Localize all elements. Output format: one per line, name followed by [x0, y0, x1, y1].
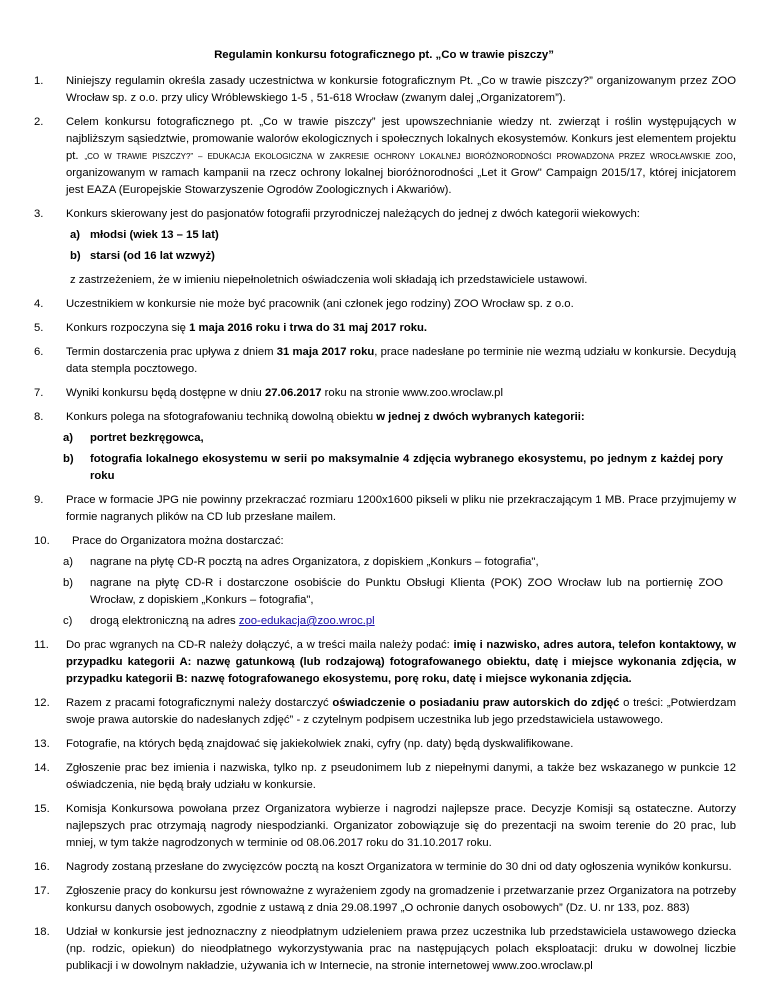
- list-label: b): [63, 453, 74, 465]
- delivery-option-a: [63, 554, 723, 571]
- paragraph-3-note: [28, 272, 736, 289]
- paragraph-text: [66, 695, 736, 729]
- document-title: Regulamin konkursu fotograficznego pt. „Co w trawie piszczy”: [214, 49, 554, 61]
- paragraph-text: z zastrzeżeniem, że w imieniu niepełnoletnich oświadczenia woli składają ich przedstawiciele ustawowi.: [70, 274, 588, 286]
- paragraph-9: [28, 492, 736, 526]
- paragraph-13: [28, 736, 736, 753]
- email-link[interactable]: zoo-edukacja@zoo.wroc.pl: [238, 615, 375, 627]
- paragraph-text: Konkurs skierowany jest do pasjonatów fotografii przyrodniczej należących do jednej z dwóch kategorii wiekowych:: [66, 208, 640, 220]
- category-ecosystem: [63, 451, 723, 485]
- paragraph-8: [28, 409, 736, 426]
- list-label: b): [63, 577, 74, 589]
- paragraph-16: [28, 859, 736, 876]
- paragraph-number: 12.: [34, 697, 50, 709]
- paragraph-number: 5.: [34, 322, 44, 334]
- list-label: a): [63, 556, 74, 568]
- paragraph-number: 9.: [34, 494, 44, 506]
- paragraph-text: [66, 344, 736, 378]
- paragraph-number: 7.: [34, 387, 44, 399]
- text-segment: , prace nadesłane po terminie nie wezmą udziału w konkursie. Decydują data stempla pocztowego.: [66, 346, 736, 375]
- paragraph-12: [28, 695, 736, 729]
- paragraph-15: [28, 801, 736, 852]
- paragraph-4: [28, 296, 736, 313]
- paragraph-text: Fotografie, na których będą znajdować się jakiekolwiek znaki, cyfry (np. daty) będą dyskwalifikowane.: [66, 738, 574, 750]
- project-name-smallcaps: „CO W TRAWIE PISZCZY?” – EDUKACJA EKOLOGICZNA W ZAKRESIE OCHRONY LOKALNEJ BIORÓŻNORODNOŚCI PROWADZONA PRZEZ WROCŁAWSKIE ZOO: [84, 152, 733, 161]
- paragraph-text: Zgłoszenie pracy do konkursu jest równoważne z wyrażeniem zgody na gromadzenie i przetwarzanie przez Organizatora na potrzeby konkursu danych osobowych, zgodnie z ustawą z dnia 29.08.1997 „O ochronie danych osobowych” (Dz. U. nr 133, poz. 883): [66, 885, 736, 914]
- text-segment: Konkurs rozpoczyna się: [66, 322, 190, 334]
- paragraph-18: [28, 924, 736, 975]
- paragraph-14: [28, 760, 736, 794]
- text-segment: roku na stronie www.zoo.wroclaw.pl: [321, 387, 503, 399]
- paragraph-text: Uczestnikiem w konkursie nie może być pracownik (ani członek jego rodziny) ZOO Wrocław sp. z o.o.: [66, 298, 574, 310]
- paragraph-1: [28, 73, 736, 107]
- date-range: 1 maja 2016 roku i trwa do 31 maj 2017 roku.: [189, 322, 428, 334]
- text-segment: Konkurs polega na sfotografowaniu techniką dowolną obiektu: [66, 411, 377, 423]
- paragraph-text: Komisja Konkursowa powołana przez Organizatora wybierze i nagrodzi najlepsze prace. Decyzje Komisji są ostateczne. Autorzy najlepszych prac otrzymają nagrody niespodzianki. Organizator zobowiązuje się do prezentacji na swoim terenie do 20 prac, lub mniej, w tym także nagrodzonych w terminie od 08.06.2017 roku do 31.10.2017 roku.: [66, 803, 736, 849]
- paragraph-text: [66, 385, 736, 402]
- paragraph-text: [66, 320, 736, 337]
- paragraph-text: [66, 637, 736, 688]
- category-portrait: [63, 430, 723, 447]
- paragraph-5: [28, 320, 736, 337]
- text-segment: Termin dostarczenia prac upływa z dniem: [66, 346, 277, 358]
- paragraph-number: 10.: [34, 535, 50, 547]
- text-segment: drogą elektroniczną na adres: [90, 615, 239, 627]
- list-label: a): [63, 432, 74, 444]
- paragraph-number: 13.: [34, 738, 50, 750]
- list-text: fotografia lokalnego ekosystemu w serii po maksymalnie 4 zdjęcia wybranego ekosystemu, po jednym z każdej pory roku: [90, 453, 723, 482]
- paragraph-text: Zgłoszenie prac bez imienia i nazwiska, tylko np. z pseudonimem lub z niepełnymi danymi, a także bez wskazanego w punkcie 12 oświadczenia, nie będą brały udziału w konkursie.: [66, 762, 736, 791]
- list-label: a): [70, 229, 81, 241]
- paragraph-6: [28, 344, 736, 378]
- paragraph-text: Nagrody zostaną przesłane do zwycięzców pocztą na koszt Organizatora w terminie do 30 dni od daty ogłoszenia wyników konkursu.: [66, 861, 732, 873]
- list-text: młodsi (wiek 13 – 15 lat): [90, 229, 219, 241]
- paragraph-number: 11.: [34, 639, 49, 651]
- paragraph-7: [28, 385, 736, 402]
- list-text: [90, 613, 723, 630]
- paragraph-3: [28, 206, 736, 223]
- list-text: portret bezkręgowca,: [90, 432, 204, 444]
- text-segment: Razem z pracami fotograficznymi należy dostarczyć: [66, 697, 333, 709]
- text-segment-bold: w jednej z dwóch wybranych kategorii:: [376, 411, 585, 423]
- paragraph-2: [28, 114, 736, 199]
- list-label: c): [63, 615, 73, 627]
- list-text: nagrane na płytę CD-R pocztą na adres Organizatora, z dopiskiem „Konkurs – fotografia",: [90, 556, 539, 568]
- paragraph-number: 4.: [34, 298, 44, 310]
- paragraph-10: [28, 533, 736, 550]
- category-b: [70, 248, 730, 265]
- text-segment: o treści: „Potwierdzam swoje prawa autorskie do nadesłanych zdjęć” - z czytelnym podpisem uczestnika lub jego przedstawiciela ustawowego.: [66, 697, 736, 726]
- list-text: starsi (od 16 lat wzwyż): [90, 250, 215, 262]
- paragraph-11: [28, 637, 736, 688]
- deadline: 31 maja 2017 roku: [276, 346, 375, 358]
- paragraph-number: 17.: [34, 885, 50, 897]
- paragraph-number: 2.: [34, 116, 44, 128]
- paragraph-number: 1.: [34, 75, 44, 87]
- paragraph-text: Prace do Organizatora można dostarczać:: [72, 535, 284, 547]
- text-segment: Do prac wgranych na CD-R należy dołączyć, a w treści maila należy podać:: [66, 639, 454, 651]
- results-date: 27.06.2017: [264, 387, 322, 399]
- required-data: imię i nazwisko, adres autora, telefon kontaktowy, w przypadku kategorii A: nazwę gatunkową (lub rodzajową) fotografowanego obiektu, datę i miejsce wykonania zdjęcia, w przypadku kategorii B: nazwę fotografowanego ekosystemu, porę roku, datę i miejsce wykonania zdjęcia.: [66, 639, 736, 685]
- text-segment: , organizowanym w ramach kampanii na rzecz ochrony lokalnej bioróżnorodności „Let it Grow" Campaign 2015/17, której inicjatorem jest EAZA (Europejskie Stowarzyszenie Ogrodów Zoologicznych i Akwariów).: [66, 150, 736, 196]
- paragraph-text: [66, 409, 736, 426]
- paragraph-17: [28, 883, 736, 917]
- paragraph-number: 18.: [34, 926, 50, 938]
- paragraph-number: 6.: [34, 346, 44, 358]
- paragraph-number: 16.: [34, 861, 50, 873]
- delivery-option-c: [63, 613, 723, 630]
- paragraph-number: 15.: [34, 803, 50, 815]
- paragraph-number: 14.: [34, 762, 50, 774]
- paragraph-number: 3.: [34, 208, 44, 220]
- text-segment: Wyniki konkursu będą dostępne w dniu: [66, 387, 265, 399]
- paragraph-text: [66, 114, 736, 199]
- list-label: b): [70, 250, 81, 262]
- copyright-statement: oświadczenie o posiadaniu praw autorskich do zdjęć: [332, 697, 620, 709]
- text-segment: Celem konkursu fotograficznego pt. „Co w trawie piszczy” jest upowszechnianie wiedzy nt. zwierząt i roślin występujących w najbliższym sąsiedztwie, promowanie walorów ekologicznych i społecznych lokalnych ekosystemów. Konkurs jest elementem projektu pt.: [66, 116, 736, 162]
- paragraph-text: Prace w formacie JPG nie powinny przekraczać rozmiaru 1200x1600 pikseli w pliku nie przekraczającym 1 MB. Prace przyjmujemy w formie nagranych plików na CD lub przesłane mailem.: [66, 494, 736, 523]
- category-a: [70, 227, 730, 244]
- delivery-option-b: [63, 575, 723, 609]
- paragraph-text: Niniejszy regulamin określa zasady uczestnictwa w konkursie fotograficznym Pt. „Co w trawie piszczy?” organizowanym przez ZOO Wrocław sp. z o.o. przy ulicy Wróblewskiego 1-5 , 51-618 Wrocław (zwanym dalej „Organizatorem”).: [66, 75, 736, 104]
- paragraph-number: 8.: [34, 411, 44, 423]
- list-text: nagrane na płytę CD-R i dostarczone osobiście do Punktu Obsługi Klienta (POK) ZOO Wrocław lub na portiernię ZOO Wrocław, z dopiskiem „Konkurs – fotografia",: [90, 577, 723, 606]
- paragraph-text: Udział w konkursie jest jednoznaczny z nieodpłatnym udzieleniem prawa przez uczestnika lub przedstawiciela ustawowego dziecka (np. rodzic, opiekun) do nieodpłatnego wykorzystywania prac na następujących polach eksploatacji: druku w dowolnej liczbie publikacji i w dowolnym nakładzie, używania ich w Internecie, na stronie internetowej www.zoo.wroclaw.pl: [66, 926, 736, 972]
